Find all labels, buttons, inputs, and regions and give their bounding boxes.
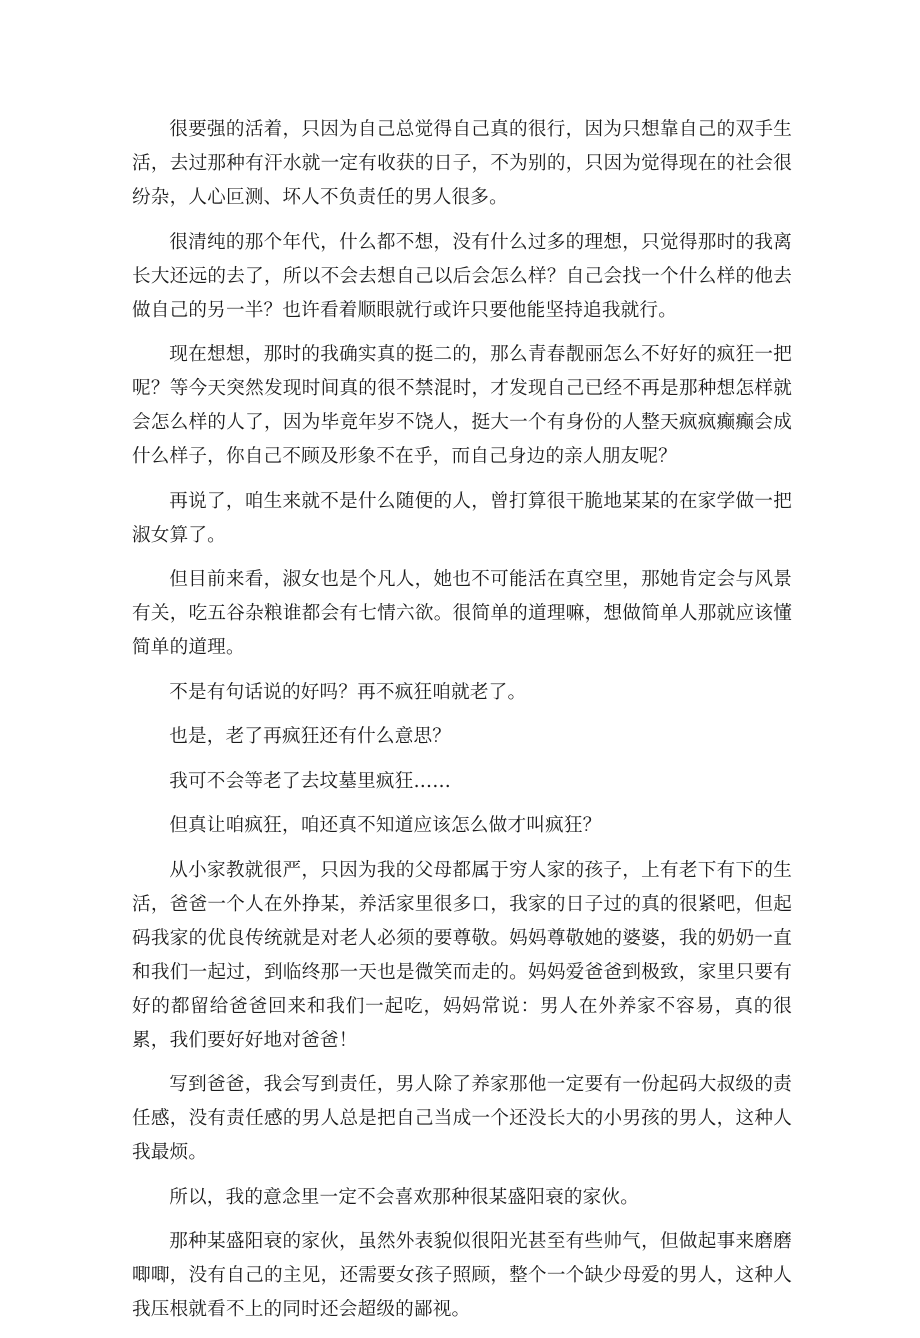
paragraph-4: 再说了，咱生来就不是什么随便的人，曾打算很干脆地某某的在家学做一把淑女算了。: [132, 490, 792, 546]
paragraph-8: 我可不会等老了去坟墓里疯狂……: [169, 770, 452, 792]
paragraph-11: 写到爸爸，我会写到责任，男人除了养家那他一定要有一份起码大叔级的责任感，没有责任感的男人总是把自己当成一个还没长大的小男孩的男人，这种人我最烦。: [132, 1074, 792, 1163]
paragraph-2: 很清纯的那个年代，什么都不想，没有什么过多的理想，只觉得那时的我离长大还远的去了，所以不会去想自己以后会怎么样？自己会找一个什么样的他去做自己的另一半？也许看着顺眼就行或许只要他能坚持追我就行。: [132, 231, 792, 321]
paragraph-10: 从小家教就很严，只因为我的父母都属于穷人家的孩子，上有老下有下的生活，爸爸一个人在外挣某，养活家里很多口，我家的日子过的真的很紧吧，但起码我家的优良传统就是对老人必须的要尊敬。妈妈尊敬她的婆婆，我的奶奶一直和我们一起过，到临终那一天也是微笑而走的。妈妈爱爸爸到极致，家里只要有好的都留给爸爸回来和我们一起吃，妈妈常说：男人在外养家不容易，真的很累，我们要好好地对爸爸！: [132, 859, 792, 1051]
paragraph-9: 但真让咱疯狂，咱还真不知道应该怎么做才叫疯狂？: [169, 815, 602, 836]
paragraph-6: 不是有句话说的好吗？再不疯狂咱就老了。: [169, 681, 527, 703]
document-body: [132, 113, 792, 1338]
paragraph-3: 现在想想，那时的我确实真的挺二的，那么青春靓丽怎么不好好的疯狂一把呢？等今天突然发现时间真的很不禁混时，才发现自己已经不再是那种想怎样就会怎么样的人了，因为毕竟年岁不饶人，挺大一个有身份的人整天疯疯癫癫会成什么样子，你自己不顾及形象不在乎，而自己身边的亲人朋友呢？: [132, 344, 792, 467]
paragraph-1: 很要强的活着，只因为自己总觉得自己真的很行，因为只想靠自己的双手生活，去过那种有汗水就一定有收获的日子，不为别的，只因为觉得现在的社会很纷杂，人心叵测、坏人不负责任的男人很多。: [132, 119, 792, 208]
paragraph-12: 所以，我的意念里一定不会喜欢那种很某盛阳衰的家伙。: [169, 1186, 640, 1208]
paragraph-7: 也是，老了再疯狂还有什么意思？: [169, 726, 452, 747]
paragraph-5: 但目前来看，淑女也是个凡人，她也不可能活在真空里，那她肯定会与风景有关，吃五谷杂粮谁都会有七情六欲。很简单的道理嘛，想做简单人那就应该懂简单的道理。: [132, 569, 792, 658]
paragraph-13: 那种某盛阳衰的家伙，虽然外表貌似很阳光甚至有些帅气，但做起事来磨磨唧唧，没有自己的主见，还需要女孩子照顾，整个一个缺少母爱的男人，这种人我压根就看不上的同时还会超级的鄙视。: [132, 1231, 792, 1320]
